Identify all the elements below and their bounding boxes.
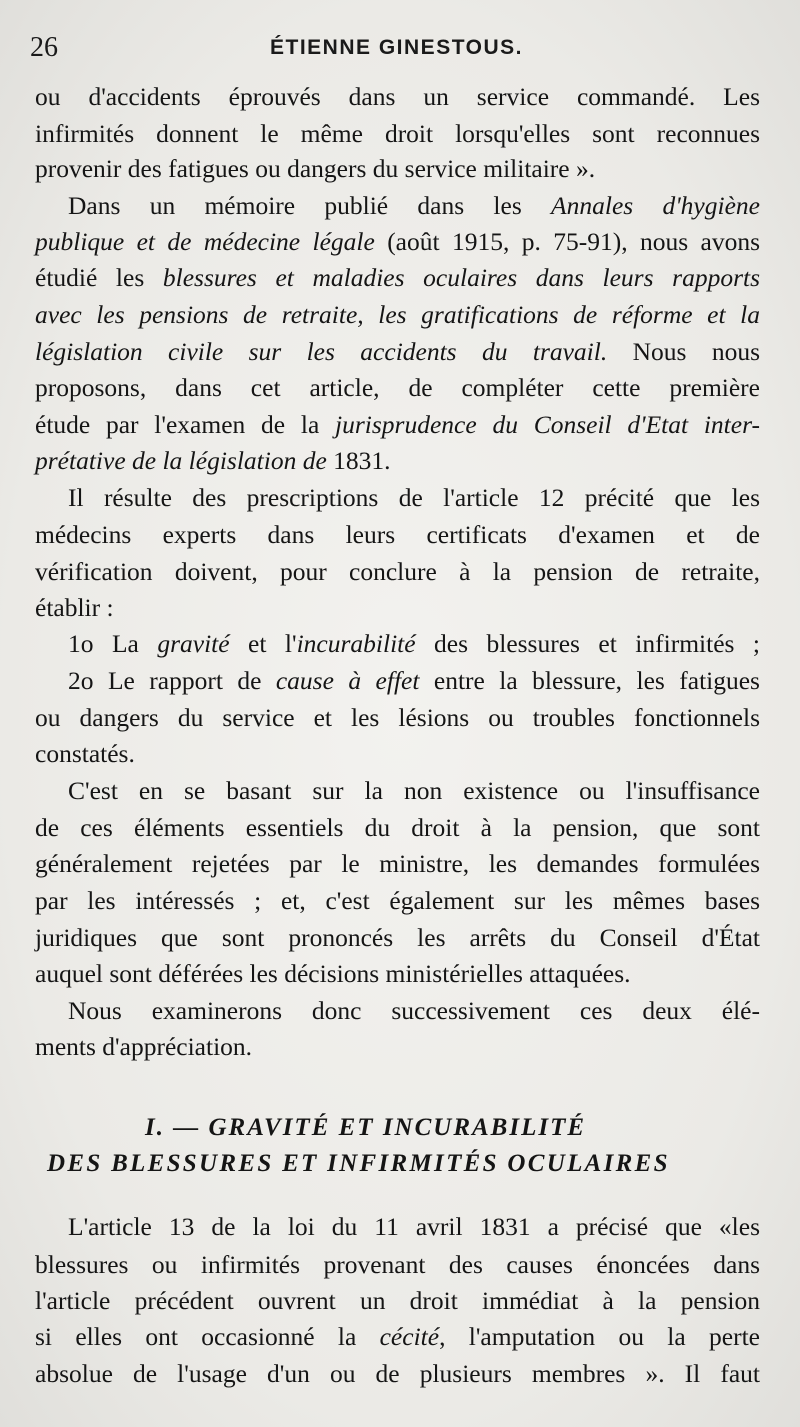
text-line [35, 335, 760, 369]
text-line [35, 261, 760, 295]
text-span: étude par l'examen de la [35, 410, 336, 439]
page-header [0, 32, 800, 66]
list-item [68, 664, 760, 698]
italic-span: blessures et maladies oculaires dans leurs rapports [162, 263, 761, 292]
text-span: L'article 13 de la loi du 11 avril 1831 a précisé que « [68, 1212, 732, 1241]
text-line: ou d'accidents éprouvés dans un service commandé. Les [35, 82, 760, 111]
text-span: 1o La [68, 629, 158, 658]
text-line [35, 408, 760, 442]
italic-span: prétative de la législation de [35, 446, 327, 475]
italic-span: cécité [379, 1322, 440, 1351]
italic-span: gravité [157, 629, 230, 658]
text-line: par les intéressés ; et, c'est également sur les mêmes bases [35, 886, 760, 915]
text-line [35, 298, 760, 332]
text-line: médecins experts dans leurs certificats d'examen et de [35, 520, 760, 549]
text-line: vérification doivent, pour conclure à la pension de retraite, [35, 557, 760, 586]
text-line: infirmités donnent le même droit lorsqu'elles sont reconnues [35, 119, 760, 148]
running-head: ÉTIENNE GINESTOUS. [270, 36, 523, 59]
italic-span: législation civile sur les accidents du travail. [35, 337, 608, 366]
text-line: ou dangers du service et les lésions ou troubles fonctionnels [35, 703, 760, 732]
text-line: ments d'appréciation. [35, 1032, 253, 1061]
section-heading-line-2: DES BLESSURES ET INFIRMITÉS OCULAIRES [47, 1150, 670, 1177]
page-number: 26 [30, 32, 58, 63]
text-line [35, 225, 760, 259]
section-heading-line-1: I. — GRAVITÉ ET INCURABILITÉ [145, 1114, 587, 1141]
text-line: provenir des fatigues ou dangers du service militaire ». [35, 154, 596, 183]
text-line: l'article précédent ouvrent un droit immédiat à la pension [35, 1286, 760, 1315]
text-line [35, 444, 760, 478]
text-span: des blessures et infirmités ; [415, 629, 760, 658]
text-span: Nous nous [607, 337, 761, 366]
text-span: entre la blessure, les fatigues [419, 666, 760, 695]
text-line: absolue de l'usage d'un ou de plusieurs membres ». Il faut [35, 1359, 760, 1388]
text-line: juridiques que sont prononcés les arrêts du Conseil d'État [35, 923, 760, 952]
text-line: C'est en se basant sur la non existence ou l'insuffisance [68, 776, 760, 805]
italic-span: avec les pensions de retraite, les gratifications de réforme et la [35, 300, 760, 329]
text-span: Dans un mémoire publié dans les [68, 191, 552, 220]
italic-span: publique et de médecine légale [35, 227, 375, 256]
text-span: , l'amputation ou la perte [439, 1322, 760, 1351]
text-line: proposons, dans cet article, de compléter cette première [35, 373, 760, 402]
text-span: (août 1915, p. 75-91), nous avons [374, 227, 760, 256]
text-line: de ces éléments essentiels du droit à la pension, que sont [35, 813, 760, 842]
italic-span: cause à effet [275, 666, 420, 695]
text-line: établir : [35, 593, 114, 622]
text-span: 1831. [326, 446, 391, 475]
text-span: si elles ont occasionné la [35, 1322, 380, 1351]
text-span: 2o Le rapport de [68, 666, 276, 695]
text-line [35, 1320, 760, 1354]
text-span: étudié les [35, 263, 163, 292]
text-line: Nous examinerons donc successivement ces deux élé- [68, 996, 760, 1025]
italic-span: incurabilité [296, 629, 416, 658]
list-item [68, 627, 760, 661]
text-span: et l' [229, 629, 297, 658]
text-line: constatés. [35, 739, 135, 768]
italic-span: Annales d'hygiène [551, 191, 760, 220]
text-span: les [731, 1212, 760, 1241]
text-line: Il résulte des prescriptions de l'article 12 précité que les [68, 483, 760, 512]
text-line [68, 189, 760, 223]
text-line: auquel sont déférées les décisions ministérielles attaquées. [35, 959, 631, 988]
text-line [68, 1210, 760, 1244]
text-line: généralement rejetées par le ministre, les demandes formulées [35, 849, 760, 878]
italic-span: jurisprudence du Conseil d'Etat inter- [335, 410, 760, 439]
text-line: blessures ou infirmités provenant des causes énoncées dans [35, 1250, 760, 1279]
